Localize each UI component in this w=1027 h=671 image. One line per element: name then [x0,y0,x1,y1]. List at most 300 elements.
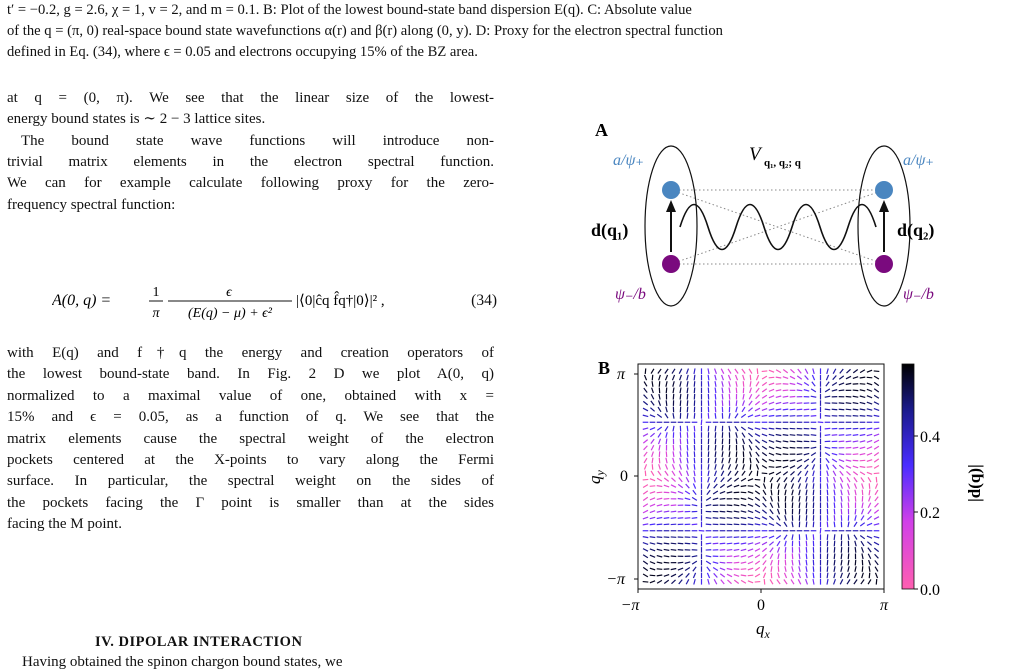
field-arrow [643,479,649,480]
field-arrow [750,381,751,387]
field-arrow [790,396,796,397]
field-arrow [846,448,852,449]
field-arrow [783,409,789,410]
field-arrow [869,566,870,572]
field-arrow [743,381,744,387]
field-arrow [757,368,758,374]
y-axis-label: $q_y$ [585,470,607,485]
field-arrow [706,524,712,525]
field-arrow [867,416,873,417]
field-arrow [855,496,856,502]
field-arrow [834,553,835,559]
field-arrow [813,534,814,540]
field-arrow [715,394,716,400]
field-arrow [841,509,842,515]
field-arrow [797,441,803,442]
field-arrow [727,556,733,557]
field-arrow [834,502,835,508]
field-arrow [860,384,866,385]
field-arrow [708,458,709,464]
field-arrow [839,409,845,410]
field-arrow [652,381,653,387]
field-arrow [776,460,782,461]
label-bottom-right: ψ₋/b [903,286,934,303]
label-top-left: a/ψ₊ [613,152,644,169]
field-arrow [659,381,660,387]
field-arrow [764,579,765,585]
field-arrow [855,547,856,553]
field-arrow [657,524,663,525]
field-arrow [769,416,775,417]
field-arrow [797,403,803,404]
field-arrow [720,499,726,500]
field-arrow [776,416,782,417]
label-top-right: a/ψ₊ [903,152,934,169]
text-line: Having obtained the spinon chargon bound states, we [22,654,343,671]
field-arrow [832,435,838,436]
field-arrow [855,509,856,515]
field-arrow [680,400,681,406]
field-arrow [855,560,856,566]
field-arrow [694,375,695,381]
label-d-left: d(q₁) [591,220,628,241]
field-arrow [652,458,653,464]
field-arrow [701,419,702,425]
field-arrow [748,524,754,525]
field-arrow [734,562,740,563]
label-bottom-left: ψ₋/b [615,286,646,303]
field-arrow [680,394,681,400]
eq-frac2-num: ϵ [226,285,233,300]
field-arrow [720,543,726,544]
field-arrow [769,377,775,378]
field-arrow [806,522,807,528]
text-line: energy bound states is ∼ 2 − 3 lattice sites. [7,109,494,130]
field-arrow [748,575,754,576]
caption-line: of the q = (π, 0) real-space bound state wavefunctions α(r) and β(r) along (0, y). D: Proxy for the electron spectral function [7,21,1019,42]
field-arrow [687,407,688,413]
field-arrow [715,426,716,432]
field-arrow [834,509,835,515]
field-arrow [806,553,807,559]
paragraph-2-cont [7,152,494,216]
field-arrow [776,466,782,467]
field-arrow [722,394,723,400]
field-arrow [848,502,849,508]
field-arrow [692,518,698,519]
text-line: at q = (0, π). We see that the linear size of the lowest- [7,88,494,109]
text-line: 15% and ϵ = 0.05, as a function of q. We see that the [7,407,494,428]
field-arrow [785,496,786,502]
arrow-up-icon [666,200,676,212]
equation-graphic [52,282,497,324]
field-arrow [862,490,863,496]
field-arrow [811,435,817,436]
field-arrow [867,377,873,378]
field-arrow [806,515,807,521]
field-arrow [811,428,817,429]
field-arrow [715,407,716,413]
field-arrow [841,502,842,508]
field-arrow [776,377,782,378]
field-arrow [741,486,747,487]
figure-b-plot [580,352,1020,652]
field-arrow [811,416,817,417]
caption-line: t′ = −0.2, g = 2.6, χ = 1, v = 2, and m = 0.1. B: Plot of the lowest bound-state band dispersion E(q). C: Absolute value [7,0,1019,21]
text-line: normalized to a maximal value of one, obtained with x = [7,386,494,407]
field-arrow [769,428,775,429]
field-arrow [848,553,849,559]
field-arrow [790,441,796,442]
field-arrow [827,483,828,489]
field-arrow [664,518,670,519]
text-line: the lowest bound-state band. In Fig. 2 D we plot A(0, q) [7,364,494,385]
field-arrow [671,550,677,551]
field-arrow [715,388,716,394]
field-arrow [664,562,670,563]
field-arrow [741,492,747,493]
field-arrow [825,428,831,429]
field-arrow [771,573,772,579]
field-arrow [813,490,814,496]
field-arrow [797,454,803,455]
field-arrow [804,409,810,410]
field-arrow [818,422,824,423]
text-line: with E(q) and f†q the energy and creation operators of [7,343,494,364]
x-tick: −π [621,597,641,614]
field-arrow [671,511,677,512]
field-arrow [720,550,726,551]
field-arrow [846,409,852,410]
field-arrow [785,560,786,566]
x-tick: π [880,597,889,614]
field-arrow [671,518,677,519]
field-arrow [804,435,810,436]
field-arrow [790,435,796,436]
field-arrow [834,515,835,521]
field-arrow [771,566,772,572]
field-arrow [657,569,663,570]
field-arrow [671,556,677,557]
arrow-up-icon [879,200,889,212]
text-line: matrix elements cause the spectral weight of the electron [7,429,494,450]
field-arrow [799,509,800,515]
eq-rhs: |⟨0|ĉq f̂q†|0⟩|² , [296,291,385,309]
field-arrow [755,582,761,583]
field-arrow [874,371,880,372]
field-arrow [657,492,663,493]
field-arrow [736,388,737,394]
text-line: We can for example calculate following proxy for the zero- [7,173,494,194]
field-arrow [832,409,838,410]
field-arrow [876,579,877,585]
y-tick: 0 [620,468,628,485]
psi-minus-dot [875,255,893,273]
field-arrow [839,435,845,436]
field-arrow [650,537,656,538]
field-arrow [722,439,723,445]
eq-frac2-den: (E(q) − μ) + ϵ² [188,306,273,321]
paragraph-3 [7,343,494,536]
field-arrow [806,502,807,508]
field-arrow [776,428,782,429]
field-arrow [715,451,716,457]
field-arrow [853,390,859,391]
paragraph-2 [7,131,494,152]
field-arrow [867,428,873,429]
field-arrow [708,464,709,470]
panel-label-a: A [595,120,608,140]
eq-lhs: A(0, q) = [52,292,111,309]
colorbar [902,364,914,589]
field-arrow [650,524,656,525]
field-arrow [687,439,688,445]
field-arrow [685,543,691,544]
field-arrow [771,490,772,496]
field-arrow [645,368,646,374]
field-arrow [876,477,877,483]
field-arrow [869,490,870,496]
field-arrow [734,543,740,544]
field-arrow [666,439,667,445]
field-arrow [762,371,768,372]
field-arrow [792,553,793,559]
plot-frame [638,364,884,589]
field-arrow [846,441,852,442]
psi-plus-dot [662,181,680,199]
field-arrow [841,547,842,553]
field-arrow [715,439,716,445]
field-arrow [860,428,866,429]
equation-34 [52,282,497,322]
field-arrow [834,534,835,540]
field-arrow [659,458,660,464]
field-arrow [727,505,733,506]
field-arrow [708,413,709,419]
colorbar-label: |d(q)| [965,464,984,502]
field-arrow [734,499,740,500]
field-arrow [687,426,688,432]
field-arrow [727,543,733,544]
field-arrow [706,543,712,544]
figure-caption [7,0,1019,63]
field-arrow [715,445,716,451]
field-arrow [846,435,852,436]
field-arrow [694,458,695,464]
field-arrow [722,445,723,451]
field-arrow [839,390,845,391]
field-arrow [825,416,831,417]
field-arrow [706,518,712,519]
field-arrow [715,413,716,419]
field-arrow [853,409,859,410]
field-arrow [692,543,698,544]
y-tick: −π [606,571,626,588]
field-arrow [813,522,814,528]
field-arrow [846,396,852,397]
field-arrow [727,518,733,519]
field-arrow [741,524,747,525]
field-arrow [720,511,726,512]
field-arrow [869,483,870,489]
field-arrow [692,524,698,525]
field-arrow [755,479,761,480]
colorbar-tick: 0.0 [920,582,940,599]
field-arrow [685,518,691,519]
field-arrow [687,413,688,419]
panel-label-b: B [598,358,610,378]
field-arrow [797,435,803,436]
label-d-right: d(q₂) [897,220,934,241]
x-tick: 0 [757,597,765,614]
field-arrow [820,528,821,534]
field-arrow [806,534,807,540]
field-arrow [799,502,800,508]
field-arrow [666,451,667,457]
field-arrow [827,534,828,540]
field-arrow [694,426,695,432]
field-arrow [720,562,726,563]
field-arrow [687,400,688,406]
field-arrow [694,381,695,387]
text-line: facing the M point. [7,514,494,535]
field-arrow [664,543,670,544]
paragraph-1 [7,88,494,131]
dotted-connections [671,190,884,264]
field-arrow [790,403,796,404]
field-arrow [706,537,712,538]
field-arrow [678,518,684,519]
field-arrow [748,486,754,487]
field-arrow [673,394,674,400]
field-arrow [839,454,845,455]
field-arrow [657,575,663,576]
field-arrow [799,547,800,553]
field-arrow [687,451,688,457]
field-arrow [827,566,828,572]
field-arrow [736,451,737,457]
field-arrow [734,518,740,519]
field-arrow [708,381,709,387]
text-line: trivial matrix elements in the electron spectral function. [7,152,494,173]
field-arrow [825,409,831,410]
field-arrow [797,390,803,391]
field-arrow [708,375,709,381]
equation-number: (34) [471,292,497,310]
y-tick: π [617,366,626,383]
colorbar-tick: 0.2 [920,505,940,522]
field-arrow [792,502,793,508]
field-arrow [834,522,835,528]
field-arrow [841,554,842,560]
field-arrow [699,530,705,531]
field-arrow [750,375,751,381]
field-arrow [874,473,880,474]
caption-line: defined in Eq. (34), where ϵ = 0.05 and electrons occupying 15% of the BZ area. [7,42,1019,63]
field-arrow [785,547,786,553]
field-arrow [687,445,688,451]
psi-minus-dot [662,255,680,273]
field-arrow [827,490,828,496]
field-arrow [757,471,758,477]
field-arrow [806,496,807,502]
text-line: surface. In particular, the spectral weight on the sides of [7,471,494,492]
field-arrow [806,547,807,553]
section-title: IV. DIPOLAR INTERACTION [95,634,302,651]
field-arrow [860,460,866,461]
field-arrow [678,550,684,551]
field-arrow [657,537,663,538]
field-arrow [741,575,747,576]
field-arrow [645,471,646,477]
field-arrow [652,464,653,470]
field-arrow [750,458,751,464]
field-arrow [678,511,684,512]
field-arrow [825,435,831,436]
field-arrow [834,541,835,547]
vertex-label: V [749,144,763,165]
field-arrow [764,477,765,483]
field-arrow [694,413,695,419]
field-arrow [869,573,870,579]
field-arrow [729,394,730,400]
field-arrow [846,403,852,404]
eq-frac1-num: 1 [153,285,160,300]
field-arrow [666,400,667,406]
field-arrow [839,441,845,442]
field-arrow [678,562,684,563]
field-arrow [741,569,747,570]
field-arrow [650,575,656,576]
field-arrow [860,416,866,417]
field-arrow [643,582,649,583]
field-arrow [860,466,866,467]
field-arrow [692,537,698,538]
x-axis-label: $q_x$ [756,619,771,641]
field-arrow [778,566,779,572]
field-arrow [806,560,807,566]
field-arrow [813,573,814,579]
field-arrow [748,537,754,538]
field-arrow [722,400,723,406]
figure-a-diagram [585,112,1005,312]
field-arrow [834,560,835,566]
field-arrow [687,394,688,400]
field-arrow [727,550,733,551]
field-arrow [678,499,684,500]
field-arrow [790,409,796,410]
field-arrow [652,375,653,381]
field-arrow [750,464,751,470]
field-arrow [671,505,677,506]
field-arrow [715,432,716,438]
field-arrow [827,573,828,579]
text-line: the pockets facing the Γ point is smaller than at the sides [7,493,494,514]
field-arrow [671,543,677,544]
field-arrow [687,432,688,438]
text-line: pockets centered at the X-points to vary along the Fermi [7,450,494,471]
field-arrow [839,403,845,404]
field-arrow [727,511,733,512]
field-arrow [853,435,859,436]
field-arrow [680,445,681,451]
field-arrow [666,388,667,394]
field-arrow [783,390,789,391]
field-arrow [680,439,681,445]
field-arrow [713,518,719,519]
field-arrow [657,486,663,487]
text-line: The bound state wave functions will introduce non- [7,131,494,152]
